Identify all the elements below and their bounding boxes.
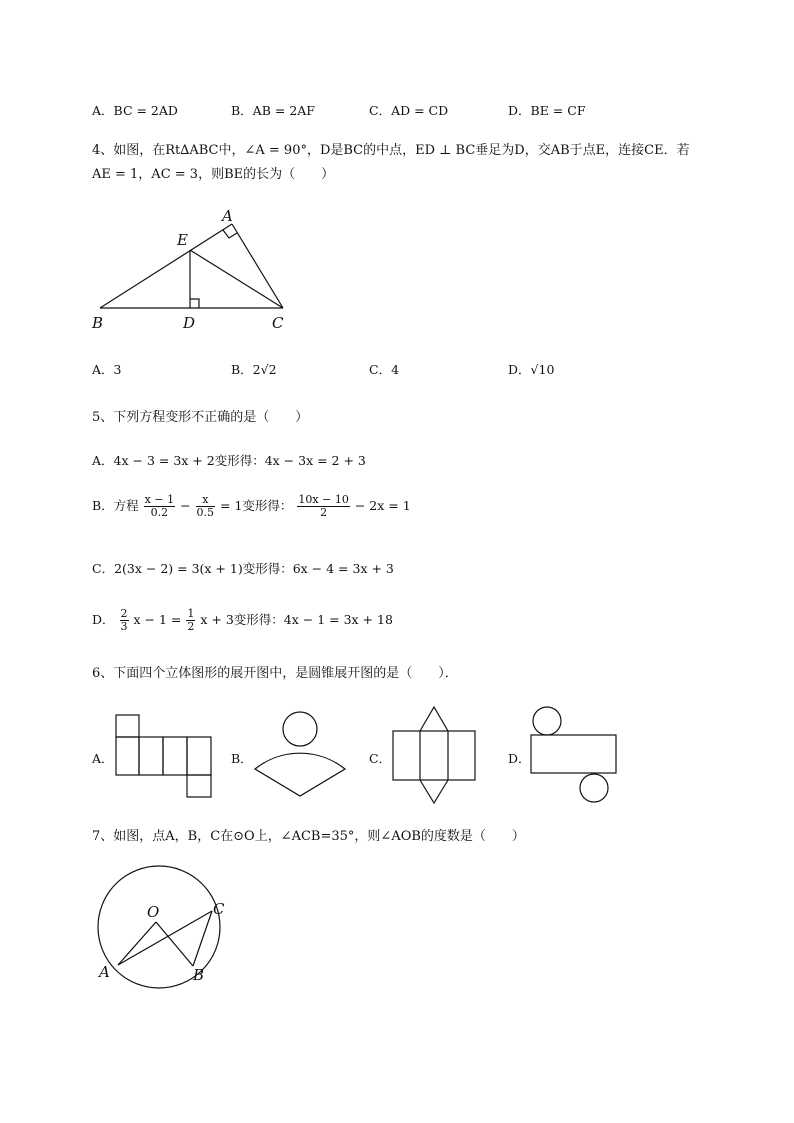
q5-b-frac1-numerator: x − 1 xyxy=(144,493,175,506)
q6-label-b: B． xyxy=(231,751,253,766)
q5-b-fraction-2 xyxy=(196,494,216,519)
q5-b-fraction-3 xyxy=(297,494,349,519)
q5-b-frac1-denominator: 0.2 xyxy=(150,506,169,519)
q4-option-c: C．4 xyxy=(369,362,400,377)
q5-option-b xyxy=(92,494,411,519)
q5-b-frac3-denominator: 2 xyxy=(320,506,328,519)
label-a: A xyxy=(99,963,110,981)
q5-b-mid: = 1变形得： xyxy=(220,498,293,513)
q5-stem: 5、下列方程变形不正确的是（ ） xyxy=(92,410,309,425)
segment-ac xyxy=(118,911,212,965)
q4-stem-line1: 4、如图，在Rt∆ABC中，∠A = 90°，D是BC的中点，ED ⊥ BC垂足为D，交AB于点E，连接CE．若 xyxy=(92,143,690,158)
q5-d-mid: x − 1 = xyxy=(133,612,182,627)
q6-label-d: D． xyxy=(508,751,531,766)
q6-label-a: A． xyxy=(92,751,114,766)
q3-option-d: D．BE = CF xyxy=(508,103,586,118)
q5-d-frac2-denominator: 2 xyxy=(187,620,195,633)
label-c: C xyxy=(272,314,284,332)
segment-ac xyxy=(232,224,283,308)
q5-d-tail: x + 3变形得：4x − 1 = 3x + 18 xyxy=(200,612,393,627)
right-angle-mark-a xyxy=(223,230,237,238)
label-e: E xyxy=(177,231,188,249)
q5-d-prefix: D． xyxy=(92,612,115,627)
label-d: D xyxy=(183,314,196,332)
q5-d-frac1-denominator: 3 xyxy=(120,620,128,633)
label-c: C xyxy=(213,900,225,918)
q3-option-a: A．BC = 2AD xyxy=(92,103,178,118)
net-d-cylinder xyxy=(531,707,616,802)
segment-ao xyxy=(118,922,156,965)
circle-o xyxy=(98,866,220,988)
q5-d-frac1-numerator: 2 xyxy=(120,607,128,620)
right-angle-mark-d xyxy=(190,299,199,308)
segment-bc xyxy=(193,911,212,966)
q4-option-d: D．√10 xyxy=(508,362,555,377)
q6-label-c: C． xyxy=(369,751,392,766)
q3-option-b: B．AB = 2AF xyxy=(231,103,315,118)
segment-ba xyxy=(100,224,232,308)
q5-d-frac2-numerator: 1 xyxy=(187,607,195,620)
q4-option-a: A．3 xyxy=(92,362,122,377)
net-a-cube xyxy=(116,715,211,797)
label-a: A xyxy=(222,207,233,225)
q5-b-frac2-denominator: 0.5 xyxy=(196,506,215,519)
net-b-cone xyxy=(255,712,345,796)
q5-option-c: C．2(3x − 2) = 3(x + 1)变形得：6x − 4 = 3x + 3 xyxy=(92,561,394,576)
q5-b-tail: − 2x = 1 xyxy=(354,498,411,513)
label-o: O xyxy=(147,903,160,921)
q5-option-d xyxy=(92,608,393,633)
q5-b-prefix: B．方程 xyxy=(92,498,139,513)
q5-b-fraction-1 xyxy=(144,494,175,519)
q6-stem: 6、下面四个立体图形的展开图中，是圆锥展开图的是（ ）． xyxy=(92,666,458,681)
q5-d-fraction-2 xyxy=(186,608,195,633)
q4-stem-line2: AE = 1，AC = 3，则BE的长为（ ） xyxy=(92,167,335,182)
q5-option-a: A．4x − 3 = 3x + 2变形得：4x − 3x = 2 + 3 xyxy=(92,453,366,468)
q3-option-c: C．AD = CD xyxy=(369,103,449,118)
net-c-prism xyxy=(393,707,475,803)
q7-stem: 7、如图，点A，B，C在⊙O上，∠ACB=35°，则∠AOB的度数是（ ） xyxy=(92,829,525,844)
label-b: B xyxy=(92,314,104,332)
q4-option-b: B．2√2 xyxy=(231,362,277,377)
q5-b-minus: − xyxy=(180,498,191,513)
segment-ec xyxy=(190,250,283,308)
label-b: B xyxy=(193,966,205,984)
q5-b-frac3-numerator: 10x − 10 xyxy=(298,493,349,506)
segment-ob xyxy=(156,922,193,966)
q5-d-fraction-1 xyxy=(120,608,129,633)
q5-b-frac2-numerator: x xyxy=(196,494,216,507)
